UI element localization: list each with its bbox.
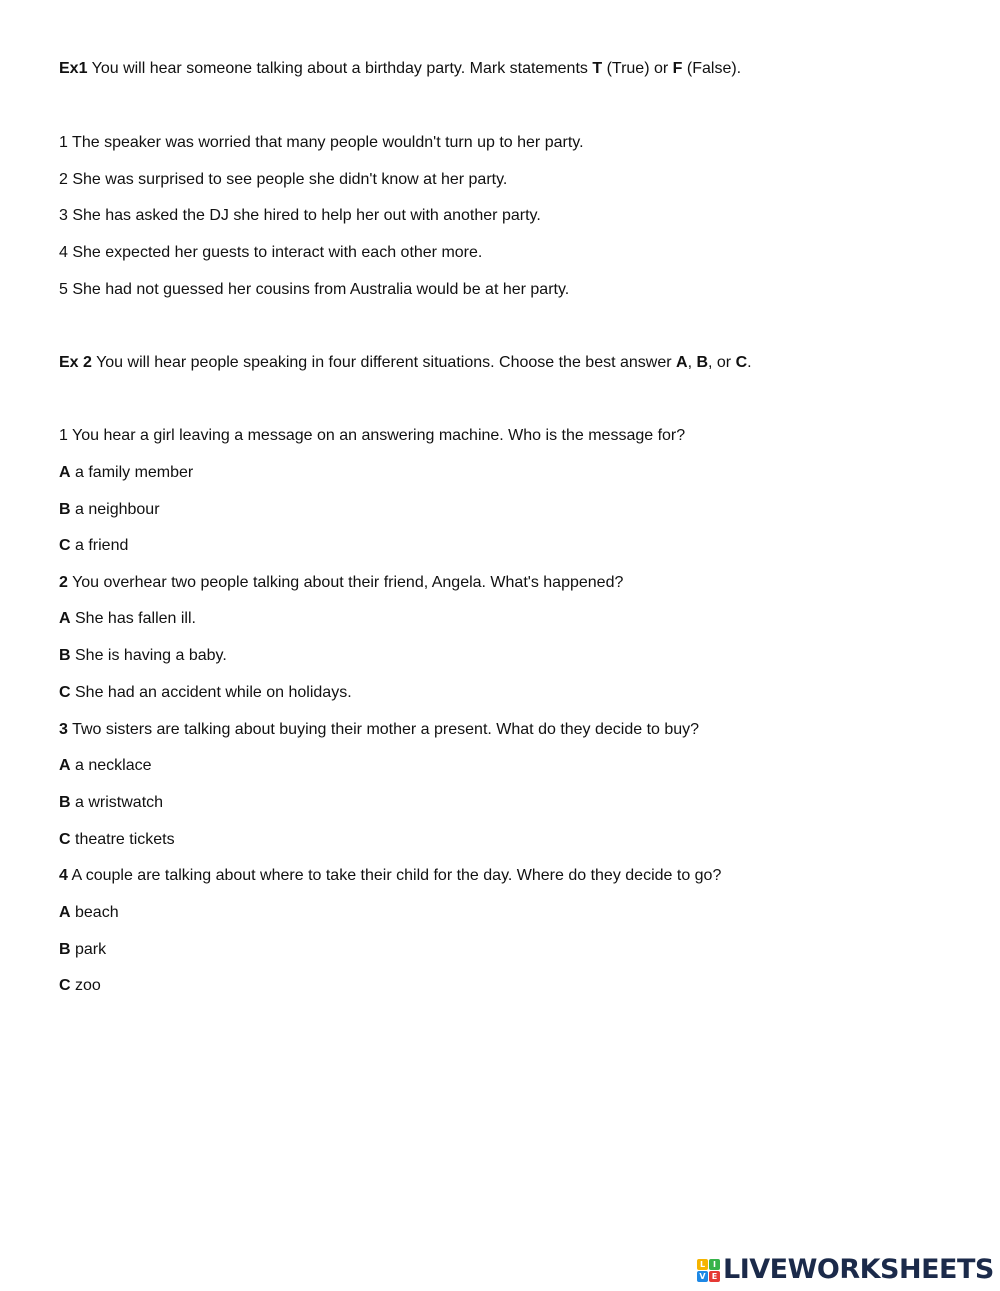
option-letter: B — [59, 501, 71, 518]
ex2-opt-b: B — [696, 354, 709, 371]
ex1-false-word: (False). — [682, 60, 742, 77]
option-text: zoo — [70, 977, 101, 994]
question-4-text: A couple are talking about where to take their child for the day. Where do they decide to go? — [67, 867, 722, 884]
ex2-end: . — [747, 354, 752, 371]
question-3-option-a — [59, 756, 152, 776]
ex1-false-letter: F — [672, 60, 683, 77]
ex1-label: Ex1 — [59, 60, 88, 77]
question-3 — [59, 720, 699, 740]
ex2-label: Ex 2 — [59, 354, 92, 371]
liveworksheets-logo — [697, 1254, 994, 1286]
ex2-opt-c: C — [735, 354, 748, 371]
option-letter: C — [59, 537, 71, 554]
question-3-option-b — [59, 793, 163, 813]
option-text: a family member — [70, 464, 194, 481]
question-1-option-a — [59, 463, 193, 483]
ex1-statement-4: 4 She expected her guests to interact with each other more. — [59, 244, 483, 261]
option-letter: A — [59, 757, 71, 774]
question-2-option-b — [59, 646, 227, 666]
option-letter: B — [59, 941, 71, 958]
question-2-option-a — [59, 609, 196, 629]
question-3-option-c — [59, 830, 175, 850]
option-letter: A — [59, 610, 71, 627]
question-1-text: 1 You hear a girl leaving a message on an answering machine. Who is the message for? — [59, 427, 686, 444]
option-text: She has fallen ill. — [70, 610, 196, 627]
question-2-text: You overhear two people talking about their friend, Angela. What's happened? — [67, 574, 624, 591]
ex2-sep-1: , — [687, 354, 697, 371]
question-3-number: 3 — [59, 721, 68, 738]
option-text: She had an accident while on holidays. — [70, 684, 352, 701]
ex1-statement-1: 1 The speaker was worried that many people wouldn't turn up to her party. — [59, 134, 584, 151]
option-letter: A — [59, 464, 71, 481]
question-2-number: 2 — [59, 574, 68, 591]
option-text: a neighbour — [70, 501, 160, 518]
question-4-number: 4 — [59, 867, 68, 884]
option-text: a necklace — [70, 757, 152, 774]
option-letter: C — [59, 977, 71, 994]
question-3-text: Two sisters are talking about buying their mother a present. What do they decide to buy? — [67, 721, 700, 738]
logo-mark-i: I — [709, 1259, 720, 1270]
logo-mark-l: L — [697, 1259, 708, 1270]
option-text: She is having a baby. — [70, 647, 227, 664]
logo-mark-v: V — [697, 1271, 708, 1282]
option-text: a friend — [70, 537, 129, 554]
ex2-sep-2: , or — [708, 354, 736, 371]
logo-mark-icon — [697, 1259, 720, 1282]
ex1-statement-2: 2 She was surprised to see people she didn't know at her party. — [59, 171, 508, 188]
ex2-instruction — [59, 353, 752, 373]
logo-text: LIVEWORKSHEETS — [723, 1254, 994, 1285]
question-1-option-c — [59, 536, 128, 556]
option-letter: B — [59, 647, 71, 664]
option-letter: B — [59, 794, 71, 811]
ex1-instruction-text: You will hear someone talking about a birthday party. Mark statements — [87, 60, 593, 77]
option-text: beach — [70, 904, 119, 921]
question-4-option-b — [59, 940, 106, 960]
question-2 — [59, 573, 623, 593]
question-2-option-c — [59, 683, 352, 703]
question-1-option-b — [59, 500, 160, 520]
ex2-opt-a: A — [676, 354, 688, 371]
question-4 — [59, 866, 721, 886]
ex1-statement-3: 3 She has asked the DJ she hired to help her out with another party. — [59, 207, 541, 224]
ex1-true-word: (True) or — [602, 60, 673, 77]
option-letter: A — [59, 904, 71, 921]
ex1-true-letter: T — [592, 60, 603, 77]
logo-mark-e: E — [709, 1271, 720, 1282]
option-text: theatre tickets — [70, 831, 175, 848]
option-text: park — [70, 941, 107, 958]
ex2-instruction-text: You will hear people speaking in four different situations. Choose the best answer — [91, 354, 676, 371]
ex1-statement-5: 5 She had not guessed her cousins from Australia would be at her party. — [59, 281, 570, 298]
question-4-option-c — [59, 976, 101, 996]
question-1 — [59, 426, 685, 446]
option-letter: C — [59, 831, 71, 848]
ex1-instruction — [59, 59, 741, 79]
option-letter: C — [59, 684, 71, 701]
question-4-option-a — [59, 903, 119, 923]
option-text: a wristwatch — [70, 794, 164, 811]
